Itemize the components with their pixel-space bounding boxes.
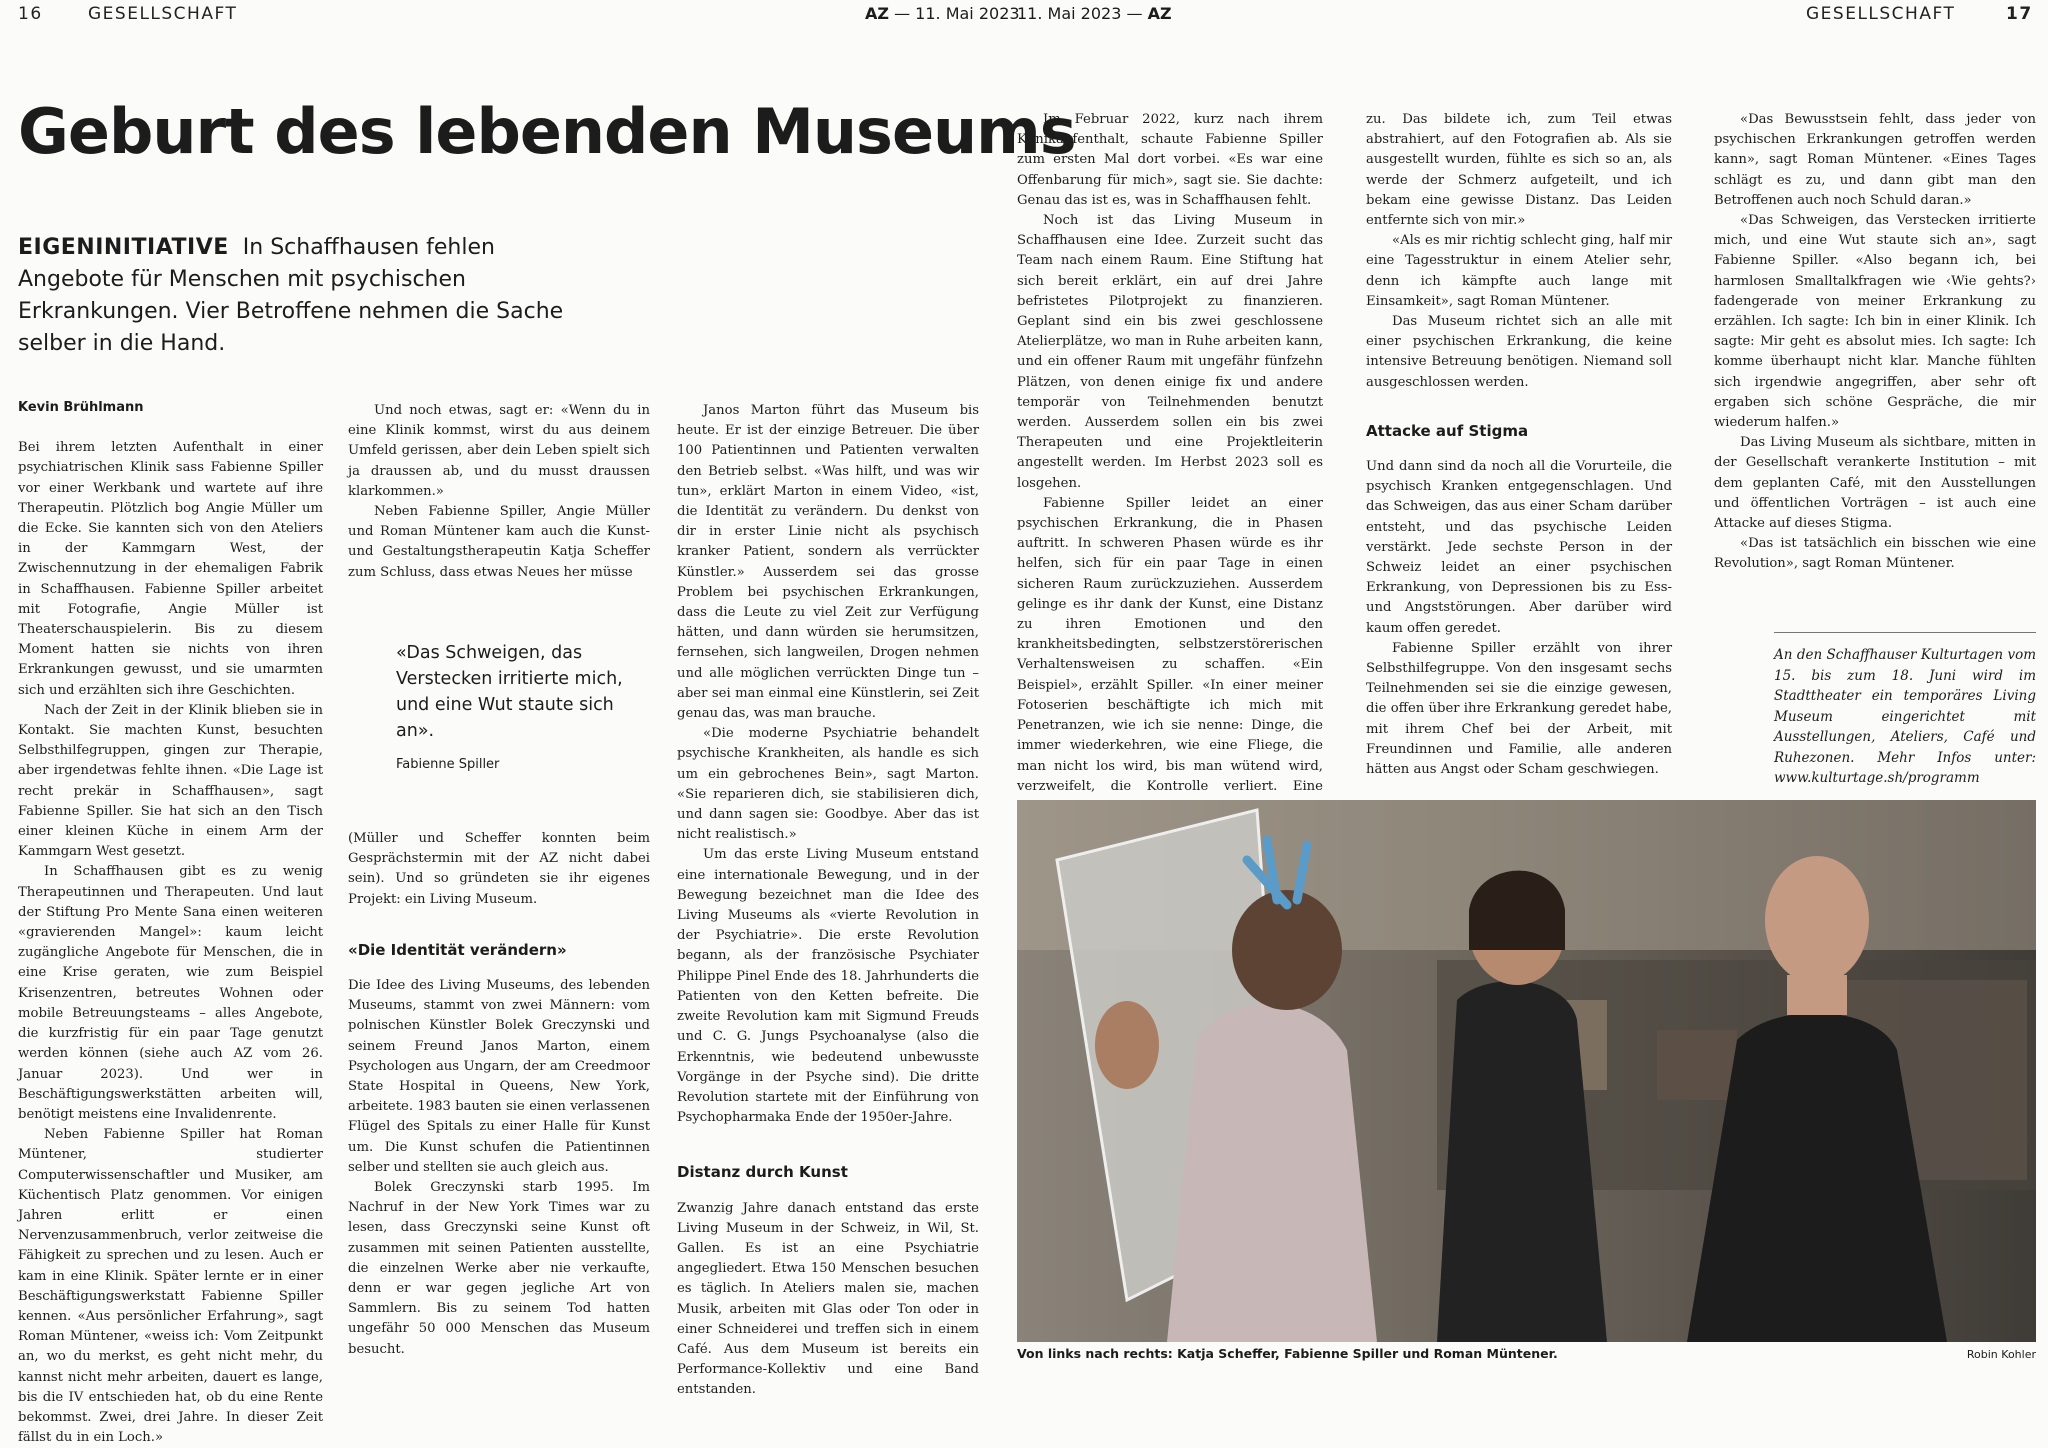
masthead-left bbox=[865, 4, 1020, 23]
column-6 bbox=[1714, 110, 2036, 575]
paragraph: Fabienne Spiller erzählt von ihrer Selbsthilfegruppe. Von den insgesamt sechs Teilnehmenden sei sie die einzige gewesen, die offen über ihre Erkrankung geredet habe, mit ihrem Chef bei der Arbeit, mit Freundinnen und Familie, alle anderen hätten aus Angst oder Scham geschwiegen. bbox=[1366, 640, 1672, 778]
kicker: EIGENINITIATIVE bbox=[18, 235, 229, 260]
brand-logo: AZ bbox=[865, 4, 889, 23]
paragraph: Und noch etwas, sagt er: «Wenn du in eine Klinik kommst, wirst du aus deinem Umfeld gerissen, aber dein Leben spielt sich ja draussen ab, und du musst draussen klarkommen.» bbox=[348, 403, 650, 499]
paragraph: Zwanzig Jahre danach entstand das erste Living Museum in der Schweiz, in Wil, St. Gallen. Es ist an eine Psychiatrie angegliedert. Etwa 150 Menschen besuchen es täglich. In Ateliers malen sie, machen Musik, arbeiten mit Glas oder Ton oder in einer Schneiderei und treffen sich in einem Café. Aus dem Museum ist bereits ein Performance-Kollektiv und eine Band entstanden. bbox=[677, 1200, 979, 1398]
paragraph: zu. Das bildete ich, zum Teil etwas abstrahiert, auf den Fotografien ab. Als sie ausgestellt wurden, fühlte es sich so an, als werde der Schmerz aufgeteilt, und ich bekam eine gewisse Distanz. Das Leiden entfernte sich von mir.» bbox=[1366, 112, 1672, 229]
paragraph: Janos Marton führt das Museum bis heute. Er ist der einzige Betreuer. Die über 100 Patientinnen und Patienten verwalten den Betrieb selbst. «Was hilft, und was wir tun», erklärt Marton in einem Video, «ist, die Identität zu verändern. Du denkst von dir in erster Linie nicht als psychisch kranker Patient, sondern als verrückter Künstler.» Ausserdem sei das grosse Problem bei psychischen Erkrankungen, dass die Leute zu viel Zeit zur Verfügung hätten, und dann würden sie herumsitzen, fernsehen, sich langweilen, Drogen nehmen und alle möglichen verrückten Dinge tun – aber sei man einmal eine Künstlerin, sei Zeit genau das, was man brauche. bbox=[677, 403, 979, 722]
photo-credit: Robin Kohler bbox=[1966, 1348, 2036, 1361]
column-4 bbox=[1017, 110, 1323, 837]
article-photo bbox=[1017, 800, 2036, 1342]
headline: Geburt des lebenden Museums bbox=[18, 95, 1076, 168]
pull-quote bbox=[396, 640, 636, 778]
paragraph: In Schaffhausen gibt es zu wenig Therapeutinnen und Therapeuten. Und laut der Stiftung Pro Mente Sana einen weiteren «gravierenden Mangel»: kaum leicht zugängliche Angebote für Menschen, die in eine Krise geraten, wie zum Beispiel Krisenzentren, betreutes Wohnen oder mobile Betreuungsteams – alles Angebote, die kurzfristig für ein paar Tage genutzt werden können (siehe auch AZ vom 26. Januar 2023). Und wer in Beschäftigungswerkstätten arbeiten will, benötigt meistens eine Invalidenrente. bbox=[18, 864, 323, 1122]
column-2-continued bbox=[348, 829, 650, 1360]
author-byline: Kevin Brühlmann bbox=[18, 400, 144, 415]
section-label-left: GESELLSCHAFT bbox=[88, 4, 238, 24]
paragraph: (Müller und Scheffer konnten beim Gesprächstermin mit der AZ nicht dabei sein). Und so gründeten sie ihr eigenes Projekt: ein Living Museum. bbox=[348, 831, 650, 907]
pull-quote-source: Fabienne Spiller bbox=[396, 757, 500, 772]
column-2 bbox=[348, 401, 650, 583]
infobox: An den Schaffhauser Kulturtagen vom 15. bis zum 18. Juni wird im Stadttheater ein temporäres Living Museum eingerichtet mit Ausstellungen, Ateliers, Café und Ruhezonen. Mehr Infos unter: www.kulturtage.sh/programm bbox=[1774, 647, 2036, 786]
issue-date: — 11. Mai 2023 bbox=[894, 4, 1020, 23]
workshop-scene-image bbox=[1017, 800, 2036, 1342]
paragraph: Und dann sind da noch all die Vorurteile, die psychisch Kranken entgegenschlagen. Und das Schweigen, das aus einer Scham darüber entsteht, und das psychische Leiden verstärkt. Jede sechste Person in der Schweiz leidet an einer psychischen Erkrankung, von Depressionen bis zu Ess- und Angststörungen. Aber darüber wird kaum offen geredet. bbox=[1366, 459, 1672, 636]
page-number-left: 16 bbox=[18, 4, 43, 24]
subheading: Distanz durch Kunst bbox=[677, 1163, 848, 1182]
paragraph: «Das Bewusstsein fehlt, dass jeder von psychischen Erkrankungen getroffen werden kann», sagt Roman Müntener. «Eines Tages schlägt es zu, und dann gibt man den Betroffenen auch noch Schuld daran.» bbox=[1714, 112, 2036, 208]
pull-quote-text: «Das Schweigen, das Verstecken irritierte mich, und eine Wut staute sich an». bbox=[396, 643, 623, 741]
subheading: Attacke auf Stigma bbox=[1366, 421, 1529, 440]
lead-paragraph bbox=[18, 232, 573, 360]
page-number-right: 17 bbox=[2006, 4, 2033, 24]
section-label-right: GESELLSCHAFT bbox=[1806, 4, 1956, 24]
column-5 bbox=[1366, 110, 1672, 780]
photo-caption: Von links nach rechts: Katja Scheffer, Fabienne Spiller und Roman Müntener. bbox=[1017, 1346, 1558, 1361]
subheading: «Die Identität verändern» bbox=[348, 940, 567, 959]
paragraph: Das Living Museum als sichtbare, mitten in der Gesellschaft verankerte Institution – mit dem geplanten Café, mit den Ausstellungen und öffentlichen Vorträgen – ist auch eine Attacke auf dieses Stigma. bbox=[1714, 435, 2036, 532]
brand-logo: AZ bbox=[1147, 4, 1172, 23]
paragraph: «Das ist tatsächlich ein bisschen wie eine Revolution», sagt Roman Müntener. bbox=[1714, 536, 2036, 572]
paragraph: «Als es mir richtig schlecht ging, half mir eine Tagesstruktur in einem Atelier sehr, denn ich kämpfte auch lange mit Einsamkeit», sagt Roman Müntener. bbox=[1366, 233, 1672, 309]
masthead-right bbox=[1017, 4, 1172, 23]
paragraph: Neben Fabienne Spiller, Angie Müller und Roman Müntener kam auch die Kunst- und Gestaltungstherapeutin Katja Scheffer zum Schluss, dass etwas Neues her müsse bbox=[348, 504, 650, 580]
infobox-divider bbox=[1774, 632, 2036, 633]
column-1 bbox=[18, 398, 323, 1448]
paragraph: Bei ihrem letzten Aufenthalt in einer psychiatrischen Klinik sass Fabienne Spiller vor einer Werkbank und wartete auf ihre Therapeutin. Plötzlich bog Angie Müller um die Ecke. Sie kannten sich von den Ateliers in der Kammgarn West, der Zwischennutzung in der ehemaligen Fabrik in Schaffhausen. Fabienne Spiller arbeitet mit Fotografie, Angie Müller ist Theaterschauspielerin. Bis zu diesem Moment hatten sie nichts von ihren Erkrankungen gewusst, und sie umarmten sich und erzählten sich ihre Geschichten. bbox=[18, 440, 323, 698]
paragraph: Um das erste Living Museum entstand eine internationale Bewegung, und in der Bewegung bezeichnet man die Idee des Living Museums als «vierte Revolution in der Psychiatrie». Die erste Revolution begann, als der französische Psychiater Philippe Pinel Ende des 18. Jahrhunderts die Patienten von den Ketten befreite. Die zweite Revolution kam mit Sigmund Freuds und C. G. Jungs Psychoanalyse (also die Erkenntnis, wie bedeutend unbewusste Vorgänge in der Psyche sind). Die dritte Revolution startete mit der Einführung von Psychopharmaka Ende der 1950er-Jahre. bbox=[677, 847, 979, 1126]
paragraph: «Das Schweigen, das Verstecken irritierte mich, und eine Wut staute sich an», sagt Fabienne Spiller. «Also begann ich, bei harmlosen Smalltalkfragen wie ‹Wie gehts?› fadengerade von meiner Erkrankung zu erzählen. Ich sagte: Ich bin in einer Klinik. Ich sagte: Mir geht es absolut mies. Ich sagte: Ich komme überhaupt nicht klar. Manche fühlten sich irgendwie angegriffen, aber sehr oft ergaben sich schöne Gespräche, die mir wiederum halfen.» bbox=[1714, 213, 2036, 431]
paragraph: Die Idee des Living Museums, des lebenden Museums, stammt von zwei Männern: vom polnischen Künstler Bolek Greczynski und seinem Freund Janos Marton, einem Psychologen aus Ungarn, der am Creedmoor State Hospital in Queens, New York, arbeitete. 1983 bauten sie einen verlassenen Flügel des Spitals zu einer Halle für Kunst um. Die Kunst schufen die Patientinnen selber und stellten sie auch gleich aus. bbox=[348, 978, 650, 1175]
column-3 bbox=[677, 401, 979, 1401]
paragraph: Fabienne Spiller leidet an einer psychischen Erkrankung, die in Phasen auftritt. In schweren Phasen würde es ihr helfen, sich für ein paar Tage in einen sicheren Raum zurückzuziehen. Ausserdem gelinge es ihr dank der Kunst, eine Distanz zu ihren Emotionen und den krankheitsbedingten, selbstzerstörerischen Verhaltensweisen zu schaffen. «Ein Beispiel», erzählt Spiller. «In einer meiner Fotoserien beschäftigte ich mich mit Penetranzen, wie ich sie nenne: Dinge, die immer wiederkehren, wie eine Fliege, die man nicht los wird, bis man wütend wird, verzweifelt, die Kontrolle verliert. Eine bbox=[1017, 495, 1323, 794]
paragraph: «Die moderne Psychiatrie behandelt psychische Krankheiten, als handle es sich um ein gebrochenes Bein», sagt Marton. «Sie reparieren dich, sie stabilisieren dich, und dann sagen sie: Goodbye. Aber das ist nicht realistisch.» bbox=[677, 726, 979, 843]
paragraph: Noch ist das Living Museum in Schaffhausen eine Idee. Zurzeit sucht das Team nach einem Raum. Eine Stiftung hat sich bereit erklärt, ein auf drei Jahre befristetes Pilotprojekt zu finanzieren. Geplant sind ein bis zwei geschlossene Atelierplätze, wo man in Ruhe arbeiten kann, und ein offener Raum mit ungefähr fünfzehn Plätzen, von denen einige fix und andere temporär von Teilnehmenden benutzt werden. Ausserdem sollen ein bis zwei Therapeuten und eine Projektleiterin angestellt werden. Im Herbst 2023 soll es losgehen. bbox=[1017, 213, 1323, 491]
issue-date: 11. Mai 2023 — bbox=[1017, 4, 1143, 23]
paragraph: Bolek Greczynski starb 1995. Im Nachruf in der New York Times war zu lesen, dass Greczynski seine Kunst oft zusammen mit seinen Patienten ausstellte, die einzelnen Werke aber nie verkaufte, denn er war gegen jegliche Art von Sammlern. Bis zu seinem Tod hatten ungefähr 50 000 Menschen das Museum besucht. bbox=[348, 1180, 650, 1357]
paragraph: Nach der Zeit in der Klinik blieben sie in Kontakt. Sie machten Kunst, besuchten Selbsthilfegruppen, gingen zur Therapie, aber irgendetwas fehlte ihnen. «Die Lage ist recht prekär in Schaffhausen», sagt Fabienne Spiller. Sie hat sich an den Tisch einer kleinen Küche in einem Arm der Kammgarn West gesetzt. bbox=[18, 702, 323, 860]
paragraph: Das Museum richtet sich an alle mit einer psychischen Erkrankung, die keine intensive Betreuung benötigen. Niemand soll ausgeschlossen werden. bbox=[1366, 314, 1672, 390]
lead-text: In Schaffhausen fehlen Angebote für Menschen mit psychischen Erkrankungen. Vier Betroffene nehmen die Sache selber in die Hand. bbox=[18, 235, 564, 356]
paragraph: Im Februar 2022, kurz nach ihrem Klinikaufenthalt, schaute Fabienne Spiller zum ersten Mal dort vorbei. «Es war eine Offenbarung für mich», sagt sie. Sie dachte: Genau das ist es, was in Schaffhausen fehlt. bbox=[1017, 112, 1323, 208]
paragraph: Neben Fabienne Spiller hat Roman Müntener, studierter Computerwissenschaftler und Musiker, am Küchentisch Platz genommen. Vor einigen Jahren erlitt er einen Nervenzusammenbruch, verlor zeitweise die Fähigkeit zu sprechen und zu lesen. Auch er kam in eine Klinik. Später lernte er in einer Beschäftigungswerkstatt Fabienne Spiller kennen. «Aus persönlicher Erfahrung», sagt Roman Müntener, «weiss ich: Vom Zeitpunkt an, wo du merkst, es geht nicht mehr, du kannst nicht mehr arbeiten, dauert es lange, bis die IV entschieden hat, ob du eine Rente bekommst. Zwei, drei Jahre. In dieser Zeit fällst du in ein Loch.» bbox=[18, 1127, 323, 1446]
